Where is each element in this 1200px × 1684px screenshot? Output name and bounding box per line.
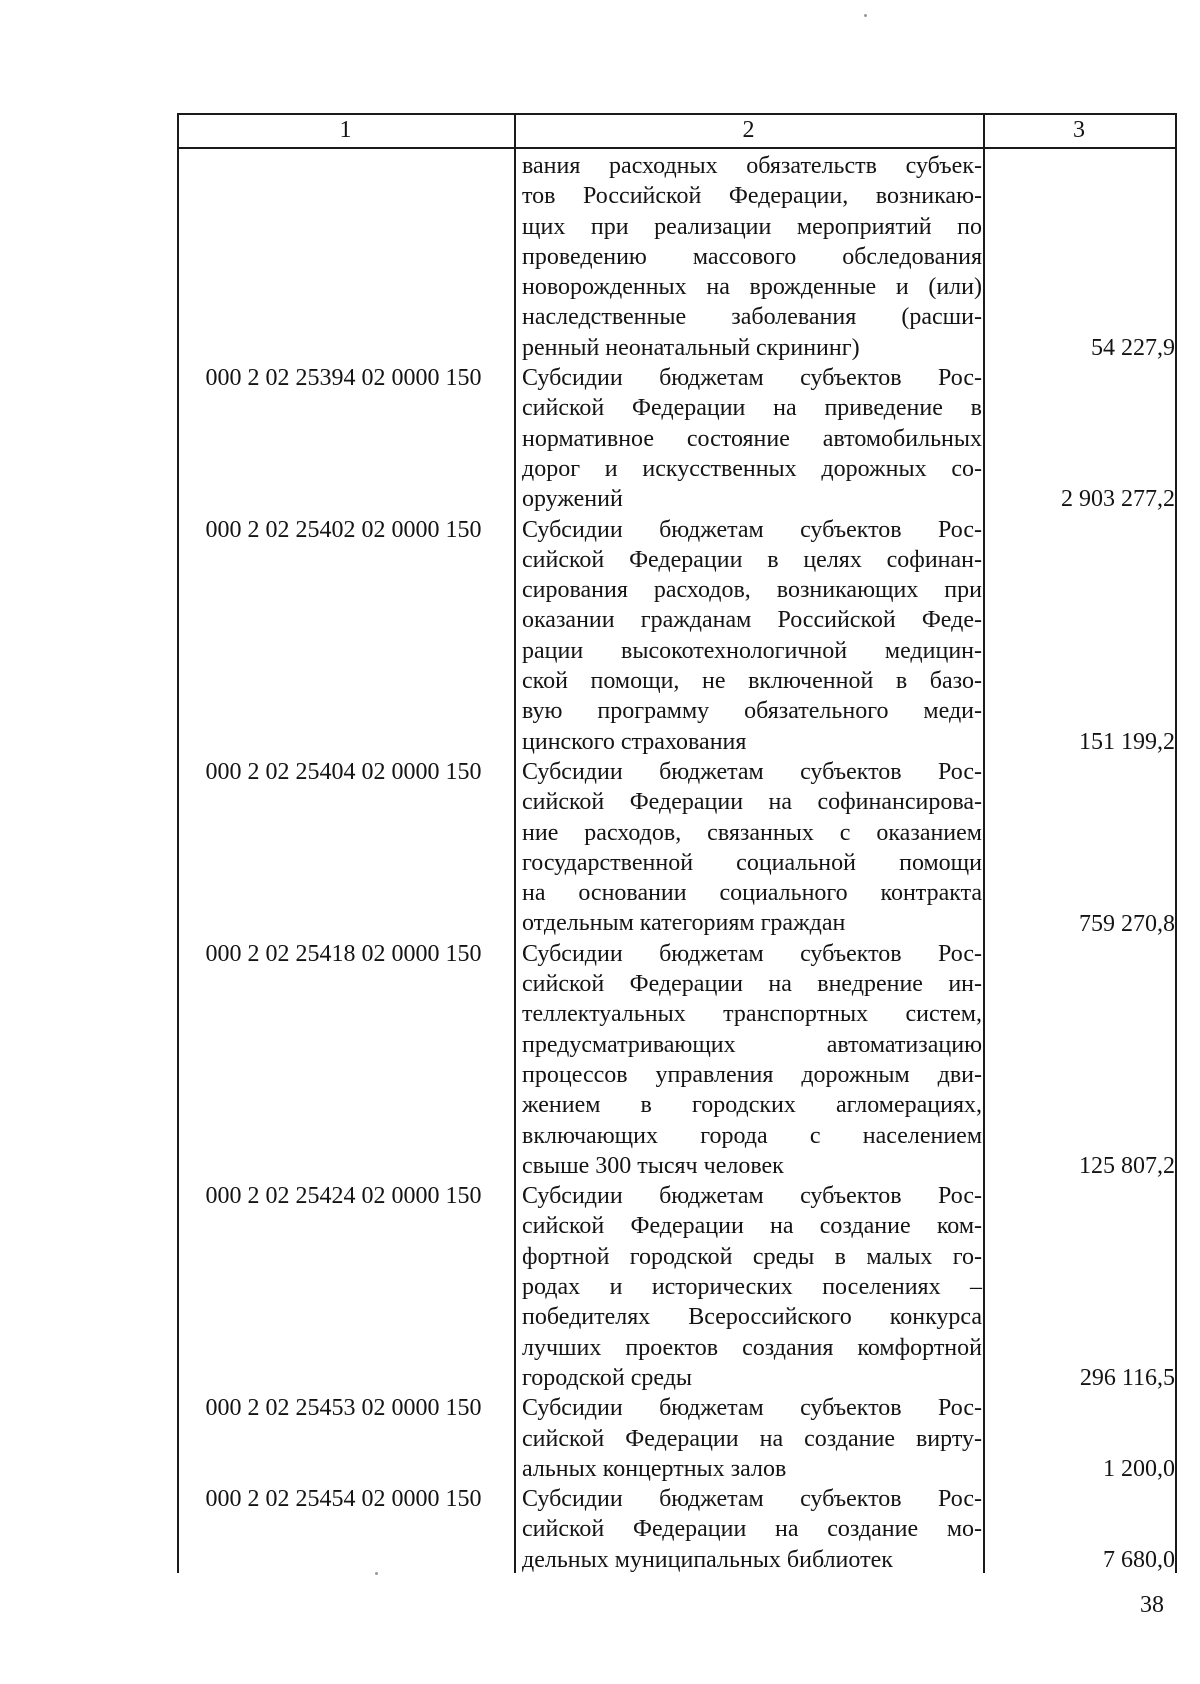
table-row [177,1484,1177,1575]
description-line: альных концертных залов [522,1455,787,1482]
row-description [522,939,982,1181]
description-line: Субсидии бюджетам субъектов Рос- [522,365,982,392]
description-line: родах и исторических поселениях – [522,1274,982,1301]
row-description [522,363,982,514]
table-row [177,939,1177,1181]
table-row [177,363,1177,515]
description-line: оружений [522,486,623,513]
header-col-1: 1 [339,117,352,143]
description-line: Субсидии бюджетам субъектов Рос- [522,1486,982,1513]
table-row-continuation [177,151,1177,363]
table-row [177,1393,1177,1484]
scan-speck [864,14,867,17]
description-line: нормативное состояние автомобильных [522,425,982,452]
header-bottom-border [177,147,1177,149]
description-line: включающих города с населением [522,1122,982,1149]
description-line: сийской Федерации на создание мо- [522,1516,982,1543]
description-line: городской среды [522,1364,693,1391]
budget-code: 000 2 02 25404 02 0000 150 [205,759,482,785]
row-amount: 125 807,2 [1079,1152,1175,1179]
description-line: ние расходов, связанных с оказанием [522,819,982,846]
budget-code: 000 2 02 25453 02 0000 150 [205,1395,482,1422]
budget-code: 000 2 02 25402 02 0000 150 [205,516,482,543]
row-amount: 7 680,0 [1103,1546,1175,1573]
description-line: Субсидии бюджетам субъектов Рос- [522,759,982,785]
description-line: сирования расходов, возникающих при [522,577,982,604]
description-line: Субсидии бюджетам субъектов Рос- [522,1395,982,1422]
description-line: проведению массового обследования [522,243,982,270]
description-line: тов Российской Федерации, возникаю- [522,183,982,210]
row-description [522,757,982,939]
description-line: теллектуальных транспортных систем, [522,1001,982,1028]
page-number: 38 [1140,1592,1164,1618]
budget-code: 000 2 02 25454 02 0000 150 [205,1486,482,1513]
description-line: отдельным категориям граждан [522,910,846,937]
row-amount: 296 116,5 [1079,1364,1175,1391]
description-line: ренный неонатальный скрининг) [522,334,860,361]
description-line: фортной городской среды в малых го- [522,1243,982,1270]
table-row [177,1181,1177,1393]
row-description [522,151,982,363]
description-line: государственной социальной помощи [522,849,982,876]
budget-code: 000 2 02 25418 02 0000 150 [205,940,482,967]
row-amount: 2 903 277,2 [1061,486,1175,513]
description-line: ской помощи, не включенной в базо- [522,668,982,695]
description-line: жением в городских агломерациях, [522,1092,982,1119]
description-line: оказании гражданам Российской Феде- [522,607,982,634]
row-description [522,1181,982,1393]
description-line: Субсидии бюджетам субъектов Рос- [522,940,982,967]
row-amount: 759 270,8 [1079,910,1175,937]
description-line: сийской Федерации на внедрение ин- [522,971,982,998]
row-description [522,515,982,757]
description-line: новорожденных на врожденные и (или) [522,274,982,301]
table-row [177,757,1177,939]
description-line: свыше 300 тысяч человек [522,1152,784,1179]
description-line: Субсидии бюджетам субъектов Рос- [522,516,982,543]
description-line: сийской Федерации на создание ком- [522,1213,982,1240]
description-line: предусматривающих автоматизацию [522,1031,982,1058]
header-col-3: 3 [1073,117,1085,143]
description-line: вую программу обязательного меди- [522,698,982,725]
row-amount: 54 227,9 [1091,334,1175,361]
description-line: процессов управления дорожным дви- [522,1061,982,1088]
description-line: цинского страхования [522,728,747,755]
description-line: сийской Федерации на создание вирту- [522,1425,982,1452]
description-line: сийской Федерации на приведение в [522,395,982,422]
description-line: вания расходных обязательств субъек- [522,153,982,179]
description-line: щих при реализации мероприятий по [522,213,982,240]
description-line: рации высокотехнологичной медицин- [522,637,982,664]
description-line: сийской Федерации в целях софинан- [522,546,982,573]
description-line: дельных муниципальных библиотек [522,1546,893,1573]
budget-code: 000 2 02 25424 02 0000 150 [205,1183,482,1210]
description-line: лучших проектов создания комфортной [522,1334,982,1361]
description-line: победителях Всероссийского конкурса [522,1304,982,1331]
description-line: наследственные заболевания (расши- [522,304,982,331]
description-line: сийской Федерации на софинансирова- [522,789,982,816]
row-amount: 1 200,0 [1103,1455,1175,1482]
header-col-2: 2 [742,117,755,143]
row-amount: 151 199,2 [1079,728,1175,755]
row-description [522,1484,982,1575]
table-row [177,515,1177,757]
description-line: на основании социального контракта [522,880,982,907]
description-line: дорог и искусственных дорожных со- [522,455,982,482]
description-line: Субсидии бюджетам субъектов Рос- [522,1183,982,1210]
row-description [522,1393,982,1484]
budget-code: 000 2 02 25394 02 0000 150 [205,365,482,392]
